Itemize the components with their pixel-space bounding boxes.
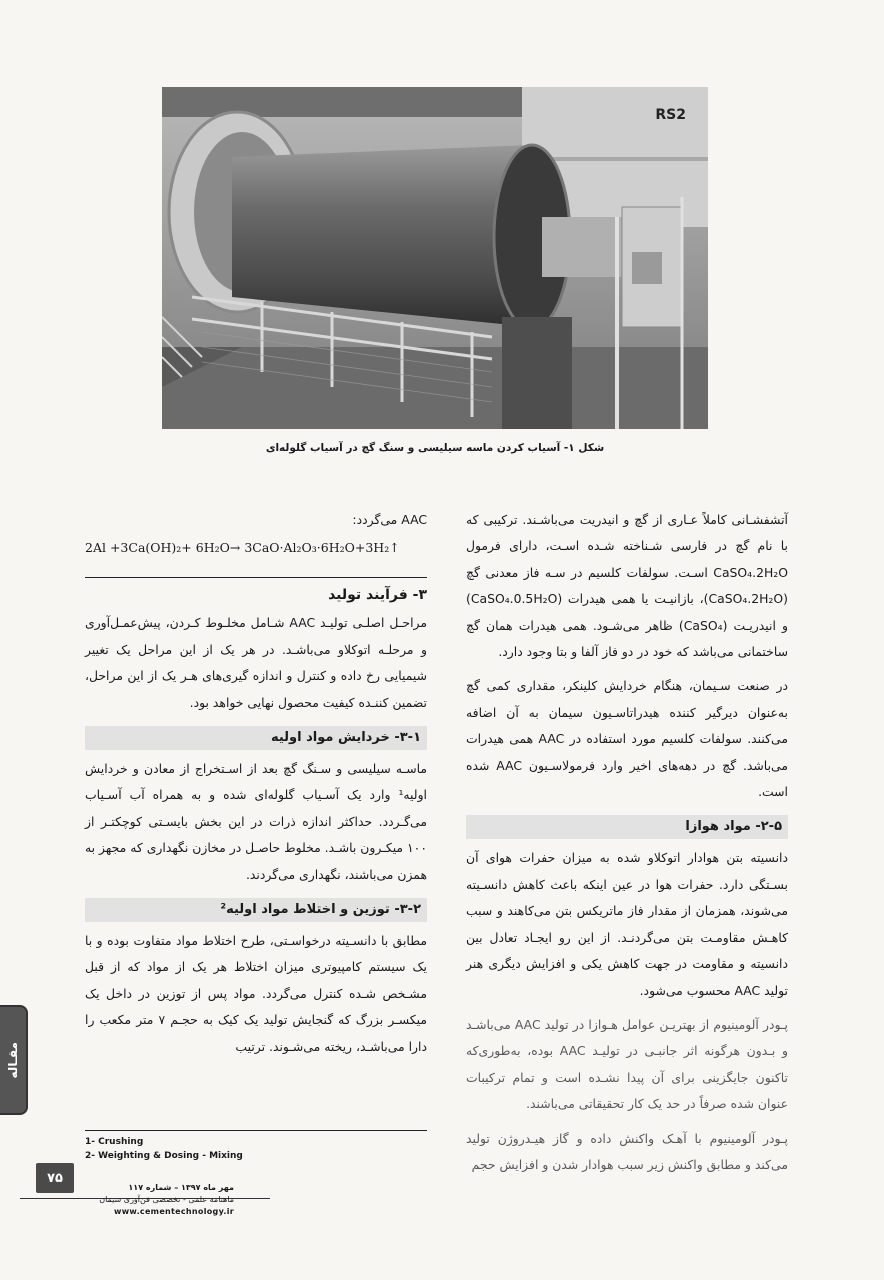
ball-mill-photo — [162, 87, 708, 429]
paragraph-cement-gypsum: در صنعت سـیمان، هنگام خردایش کلینکر، مقداری کمی گچ به‌عنوان دیرگیر کننده هیدراتاسـیون سیمان به آن اضافه می‌کنند. سولفات کلسیم مورد استفاده در AAC همی هیدرات می‌باشد. گچ در دهه‌های اخیر وارد فرمولاسـیون AAC شده است. — [466, 678, 788, 800]
section-heading-crushing: ۳-۱- خردایش مواد اولیه — [85, 726, 427, 750]
reaction-formula: 2Al +3Ca(OH)₂+ 6H₂O→ 3CaO·Al₂O₃·6H₂O+3H₂↑ — [85, 540, 400, 556]
ball-mill-illustration — [162, 87, 708, 429]
equipment-label: RS2 — [655, 107, 686, 123]
right-column — [466, 507, 788, 1178]
paragraph-aluminum-reaction: پـودر آلومینیوم با آهـک واکنش داده و گاز هیـدروژن تولید می‌کند و مطابق واکنش زیر سبب هوادار شدن و افزایش حجم — [466, 1130, 788, 1172]
website-link[interactable]: www.cementechnology.ir — [114, 1207, 234, 1216]
left-column — [85, 507, 427, 1060]
issue-info: مهر ماه ۱۳۹۷ – شماره ۱۱۷ — [128, 1183, 234, 1192]
section-side-tab — [0, 1005, 28, 1115]
footnote-1: 1- Crushing — [85, 1137, 144, 1147]
figure-caption: شکل ۱- آسیاب کردن ماسه سیلیسی و سنگ گچ در آسیاب گلوله‌ای — [265, 442, 605, 454]
paragraph-aluminum-powder: پـودر آلومینیوم از بهتریـن عوامل هـوازا در تولید AAC می‌باشـد و بـدون هرگونه اثر جانبـی در تولیـد AAC بوده، به‌طوری‌که تاکنون جایگزینی برای آن پیدا نشـده است و تمام ترکیبات عنوان شده صرفاً در حد یک کار تحقیقاتی می‌باشند. — [466, 1016, 788, 1112]
paragraph-weighing-mixing: مطابق با دانسـیته درخواسـتی، طرح اختلاط مواد متفاوت بوده و با یک سیستم کامپیوتری میزان اختلاط هر یک از مواد که از قبل مشـخص شـده کنترل می‌گردد. مواد پس از توزین در داخل یک میکسـر بزرگ که گنجایش تولید یک کیک به حجـم ۷ متر مکعب را دارا می‌باشـد، ریخته می‌شـوند. ترتیب — [85, 933, 427, 1054]
footnote-2: 2- Weighting & Dosing - Mixing — [85, 1151, 243, 1161]
paragraph-gypsum: آتشفشـانی کاملاً عـاری از گچ و انیدریت می‌باشـند. ترکیبی که با نام گچ در فارسی شـناخته شـده اسـت، دارای فرمول CaSO₄.2H₂O اسـت. سولفات کلسیم در سـه فاز معدنی گچ (CaSO₄.2H₂O)، بازانیـت یا همی هیدرات (CaSO₄.0.5H₂O) و انیدریـت (CaSO₄) ظاهر می‌شـود. همی هیدرات همان گچ ساختمانی می‌باشد که خود در دو فاز آلفا و بتا وجود دارد. — [466, 512, 789, 660]
footnotes — [85, 1130, 427, 1163]
paragraph-crushing: ماسـه سیلیسی و سـنگ گچ بعد از اسـتخراج از معادن و خردایش اولیه¹ وارد یک آسـیاب گلوله‌ای شده و به همراه آب آسـیاب می‌گـردد. حداکثر اندازه ذرات در این بخش بایسـتی کوچکتـر از ۱۰۰ میکـرون باشـد. مخلوط حاصـل در مخازن نگهداری که مجهز به همزن می‌باشند، نگهداری می‌گردند. — [85, 761, 427, 882]
section-heading-production-process: ۳- فرآیند تولید — [85, 577, 427, 608]
section-heading-air-entraining: ۲-۵- مواد هوازا — [466, 815, 788, 839]
section-heading-weighing-mixing: ۳-۲- توزین و اختلاط مواد اولیه² — [85, 898, 427, 922]
publication-info — [84, 1182, 234, 1218]
page-number: ۷۵ — [36, 1163, 74, 1193]
side-tab-label: مقـاله — [6, 1041, 20, 1079]
paragraph-continuation: AAC می‌گردد: — [352, 512, 427, 527]
paragraph-air-voids: دانسیته بتن هوادار اتوکلاو شده به میزان حفرات هوای آن بسـتگی دارد. حفرات هوا در عین اینکه باعث کاهش دانسـیته می‌شوند، همزمان از مقدار فاز ماتریکس بتن می‌کاهند و سبب کاهـش مقاومـت بتن می‌گردنـد. از این رو ایجـاد تعادل بین دانسیته و مقاومت در جهت کاهش یکی و افزایش دیگری هنر تولید AAC محسوب می‌شود. — [466, 850, 788, 998]
journal-name: ماهنامه علمی - تخصصی فن‌آوری سیمان — [99, 1195, 234, 1204]
paragraph-production-stages: مراحـل اصلـی تولیـد AAC شـامل مخلـوط کـردن، پیش‌عمـل‌آوری و مرحلـه اتوکلاو می‌باشـد. در هر یک از این مراحل یک تغییر شیمیایی رخ داده و کنترل و اندازه گیری‌های هـر یک از این مراحل، تضمین کننـده کیفیت محصول نهایی خواهد بود. — [85, 615, 427, 710]
